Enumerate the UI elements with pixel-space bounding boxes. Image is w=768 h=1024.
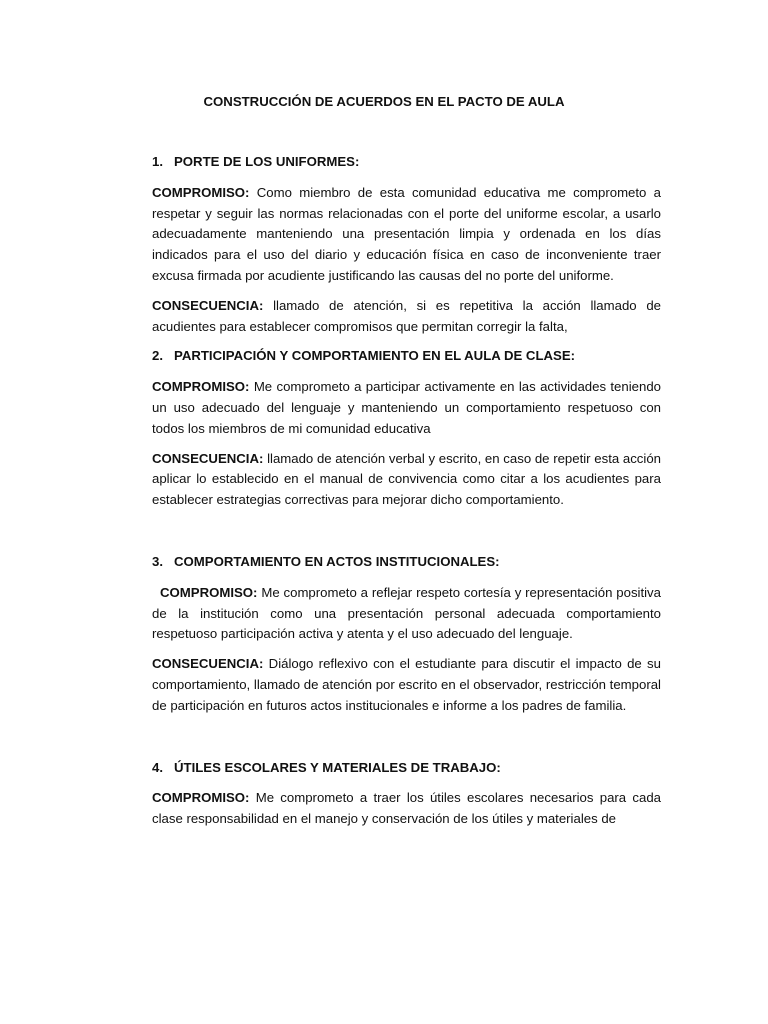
section-number: 4.	[152, 759, 163, 775]
compromiso-text: Me comprometo a participar activamente en las actividades teniendo un uso adecuado del lenguaje y manteniendo un comportamiento respetuoso con todos los miembros de mi comunidad educativa	[152, 379, 661, 436]
section-heading	[152, 152, 661, 173]
consecuencia-text: llamado de atención verbal y escrito, en caso de repetir esta acción aplicar lo establecido en el manual de convivencia como citar a los acudientes para establecer estrategias correctivas para mejorar dicho comportamiento.	[152, 450, 661, 508]
section-title: PORTE DE LOS UNIFORMES:	[174, 154, 360, 169]
compromiso-paragraph	[152, 183, 661, 287]
compromiso-label: COMPROMISO:	[160, 584, 258, 600]
consecuencia-paragraph	[152, 654, 661, 716]
document-title: CONSTRUCCIÓN DE ACUERDOS EN EL PACTO DE AULA	[203, 94, 565, 109]
consecuencia-text: llamado de atención, si es repetitiva la acción llamado de acudientes para establecer compromisos que permitan corregir la falta,	[152, 297, 662, 334]
section-heading	[152, 552, 661, 573]
section-heading	[152, 346, 661, 367]
section-title: COMPORTAMIENTO EN ACTOS INSTITUCIONALES:	[174, 553, 500, 569]
compromiso-text: Como miembro de esta comunidad educativa me comprometo a respetar y seguir las normas relacionadas con el porte del uniforme escolar, a usarlo adecuadamente manteniendo una presentación limpia y ordenada en los días indicados para el uso del diario y educación física en caso de inconveniente traer excusa firmada por acudiente justificando las causas del no porte del uniforme.	[152, 184, 661, 283]
section-title: ÚTILES ESCOLARES Y MATERIALES DE TRABAJO:	[174, 759, 501, 775]
compromiso-paragraph	[152, 377, 661, 439]
compromiso-label: COMPROMISO:	[152, 790, 250, 806]
section-heading	[152, 758, 661, 779]
section-title: PARTICIPACIÓN Y COMPORTAMIENTO EN EL AULA DE CLASE:	[174, 348, 576, 364]
section-number: 1.	[152, 154, 163, 169]
section-number: 3.	[152, 553, 163, 569]
compromiso-label: COMPROMISO:	[152, 379, 250, 395]
compromiso-paragraph	[152, 583, 661, 645]
compromiso-paragraph	[152, 788, 661, 830]
consecuencia-label: CONSECUENCIA:	[152, 656, 264, 672]
compromiso-text: Me comprometo a reflejar respeto cortesía y representación positiva de la institución como una presentación personal adecuada comportamiento respetuoso participación activa y atenta y el uso adecuado del lenguaje.	[152, 584, 661, 642]
document-body	[152, 152, 661, 830]
section-number: 2.	[152, 348, 163, 364]
consecuencia-label: CONSECUENCIA:	[152, 297, 264, 313]
compromiso-text: Me comprometo a traer los útiles escolares necesarios para cada clase responsabilidad en el manejo y conservación de los útiles y materiales de	[152, 790, 661, 827]
consecuencia-paragraph	[152, 449, 661, 511]
compromiso-label: COMPROMISO:	[152, 184, 250, 200]
consecuencia-text: Diálogo reflexivo con el estudiante para discutir el impacto de su comportamiento, llamado de atención por escrito en el observador, restricción temporal de participación en futuros actos institucionales e informe a los padres de familia.	[152, 656, 661, 713]
consecuencia-paragraph	[152, 296, 661, 338]
consecuencia-label: CONSECUENCIA:	[152, 450, 264, 466]
